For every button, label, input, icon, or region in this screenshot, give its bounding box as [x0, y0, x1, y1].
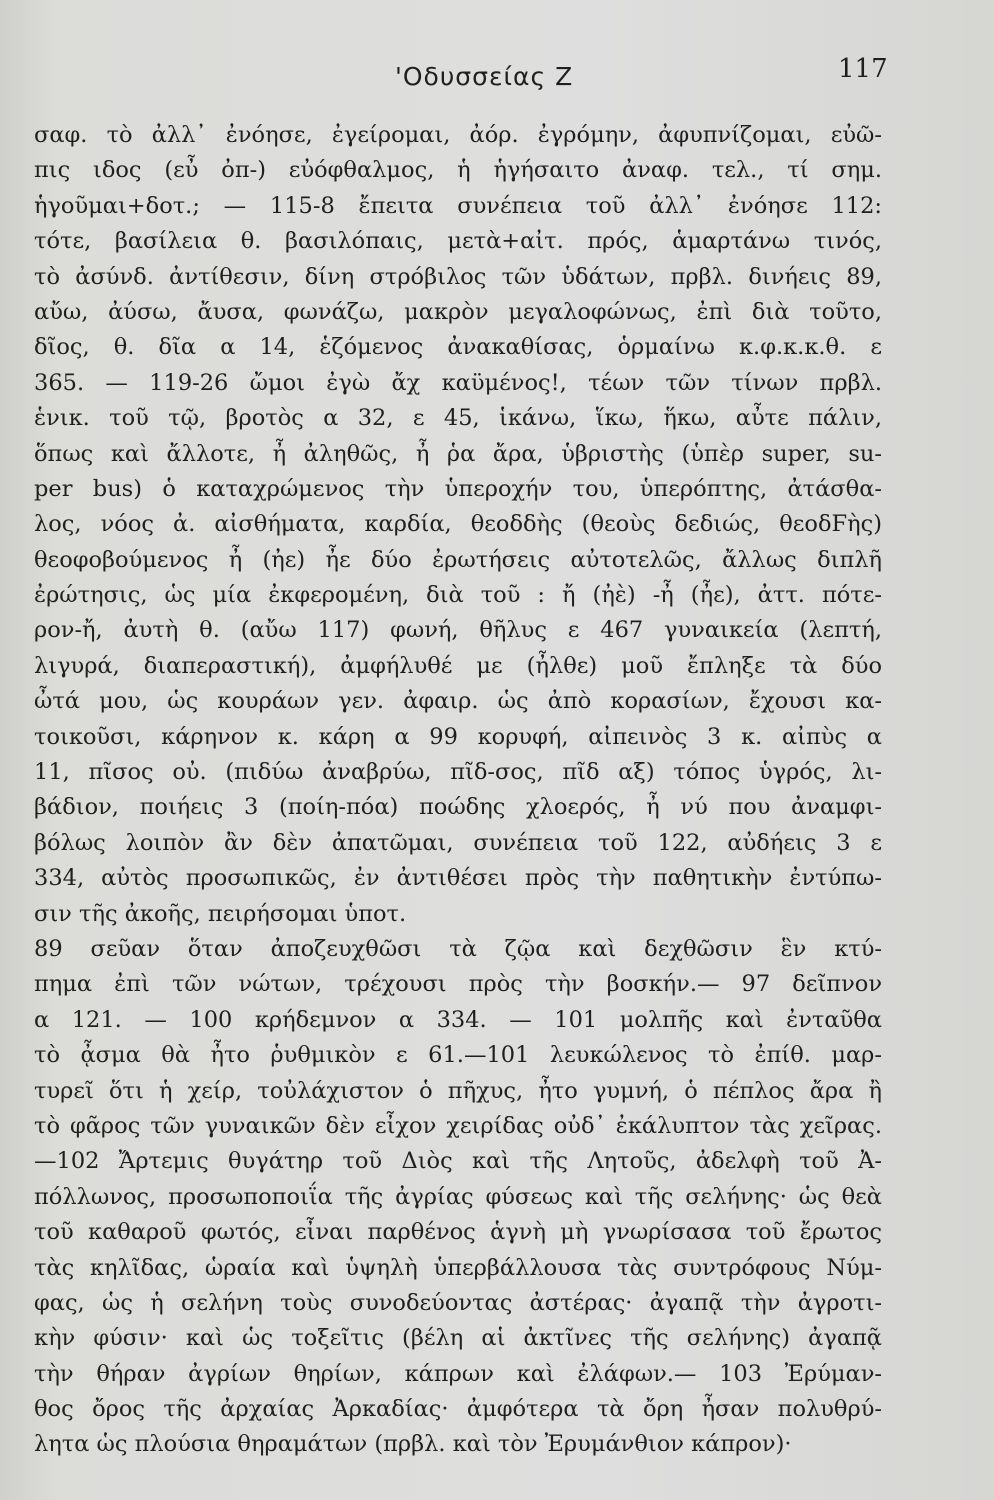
page-number: 117: [838, 54, 888, 84]
text-line: τότε, βασίλεια θ. βασιλόπαις, μετὰ+αἰτ. πρός, ἁμαρτάνω τινός,: [34, 228, 882, 255]
text-line: πημα ἐπὶ τῶν νώτων, τρέχουσι πρὸς τὴν βοσκήν.— 97 δεῖπνον: [34, 971, 882, 998]
text-line: α 121. — 100 κρήδεμνον α 334. — 101 μολπῆς καὶ ἐνταῦθα: [34, 1006, 882, 1033]
running-head: [0, 50, 994, 90]
text-line: per bus) ὁ καταχρώμενος τὴν ὑπεροχήν του, ὑπερόπτης, ἀτάσθα-: [34, 475, 882, 502]
text-line: φας, ὡς ἡ σελήνη τοὺς συνοδεύοντας ἀστέρας· ἀγαπᾷ τὴν ἀγροτι-: [34, 1289, 882, 1316]
text-line: κὴν φύσιν· καὶ ὡς τοξεῖτις (βέλη αἱ ἀκτῖνες τῆς σελήνης) ἀγαπᾷ: [34, 1325, 882, 1352]
text-line: ὦτά μου, ὡς κουράων γεν. ἀφαιρ. ὡς ἀπὸ κορασίων, ἔχουσι κα-: [34, 688, 882, 715]
text-line: πις ιδος (εὖ ὀπ-) εὐόφθαλμος, ἡ ἡγήσαιτο ἀναφ. τελ., τί σημ.: [34, 157, 882, 184]
text-line: σαφ. τὸ ἀλλ᾽ ἐνόησε, ἐγείρομαι, ἀόρ. ἐγρόμην, ἀφυπνίζομαι, εὐῶ-: [34, 122, 882, 148]
text-line: 89 σεῦαν ὅταν ἀποζευχθῶσι τὰ ζῷα καὶ δεχθῶσιν ἓν κτύ-: [34, 935, 882, 962]
text-line: τὸ ἀσύνδ. ἀντίθεσιν, δίνη στρόβιλος τῶν ὑδάτων, πρβλ. δινήεις 89,: [34, 263, 882, 290]
text-line: λιγυρά, διαπεραστική), ἀμφήλυθέ με (ἦλθε) μοῦ ἔπληξε τὰ δύο: [34, 652, 882, 679]
text-line: θεοφοβούμενος ἦ (ἠε) ἦε δύο ἐρωτήσεις αὐτοτελῶς, ἄλλως διπλῆ: [34, 546, 882, 573]
text-line: θος ὄρος τῆς ἀρχαίας Ἀρκαδίας· ἀμφότερα τὰ ὄρη ἦσαν πολυθρύ-: [34, 1396, 882, 1423]
text-line: ἡγοῦμαι+δοτ.; — 115-8 ἔπειτα συνέπεια τοῦ ἀλλ᾽ ἐνόησε 112:: [34, 192, 882, 219]
text-line: ὅπως καὶ ἄλλοτε, ἦ ἀληθῶς, ἦ ῥα ἄρα, ὑβριστὴς (ὑπὲρ super, su-: [34, 440, 882, 467]
text-line: σιν τῆς ἀκοῆς, πειρήσομαι ὑποτ.: [34, 900, 407, 927]
text-line: 365. — 119-26 ὤμοι ἐγὼ ἄχ καϋμένος!, τέων τῶν τίνων πρβλ.: [34, 369, 882, 396]
commentary-text: [34, 118, 882, 1463]
text-line: ἑνικ. τοῦ τῷ, βροτὸς α 32, ε 45, ἱκάνω, ἵκω, ἥκω, αὖτε πάλιν,: [34, 405, 882, 432]
text-line: ρον-ἤ, ἀυτὴ θ. (αὔω 117) φωνή, θῆλυς ε 467 γυναικεία (λεπτή,: [34, 617, 882, 644]
text-line: 334, αὐτὸς προσωπικῶς, ἐν ἀντιθέσει πρὸς τὴν παθητικὴν ἐντύπω-: [34, 865, 882, 892]
text-line: τοικοῦσι, κάρηνον κ. κάρη α 99 κορυφή, αἰπεινὸς 3 κ. αἰπὺς α: [34, 723, 882, 750]
text-line: ἐρώτησις, ὡς μία ἐκφερομένη, διὰ τοῦ : ἤ (ἠὲ) -ἦ (ἦε), ἀττ. πότε-: [34, 582, 882, 609]
text-line: τοῦ καθαροῦ φωτός, εἶναι παρθένος ἁγνὴ μὴ γνωρίσασα τοῦ ἔρωτος: [34, 1219, 882, 1246]
text-line: τὸ ᾆσμα θὰ ἦτο ῥυθμικὸν ε 61.—101 λευκώλενος τὸ ἐπίθ. μαρ-: [34, 1042, 882, 1069]
text-line: 11, πῖσος οὐ. (πιδύω ἀναβρύω, πῖδ-σος, πῖδ αξ) τόπος ὑγρός, λι-: [34, 759, 882, 786]
text-line: αὔω, ἀύσω, ἄυσα, φωνάζω, μακρὸν μεγαλοφώνως, ἐπὶ διὰ τοῦτο,: [34, 298, 882, 325]
text-line: τὴν θήραν ἀγρίων θηρίων, κάπρων καὶ ἐλάφων.— 103 Ἐρύμαν-: [34, 1360, 882, 1387]
text-line: τὰς κηλῖδας, ὡραία καὶ ὑψηλὴ ὑπερβάλλουσα τὰς συντρόφους Νύμ-: [34, 1254, 882, 1281]
text-line: λος, νόος ἀ. αἰσθήματα, καρδία, θεοδδὴς (θεοὺς δεδιώς, θεοδϜὴς): [34, 511, 882, 538]
text-line: βόλως λοιπὸν ἂν δὲν ἀπατῶμαι, συνέπεια τοῦ 122, αὐδήεις 3 ε: [34, 829, 882, 856]
text-line: βάδιον, ποιήεις 3 (ποίη-πόα) ποώδης χλοερός, ἦ νύ που ἀναμφι-: [34, 794, 882, 821]
text-line: τυρεῖ ὅτι ἡ χείρ, τοὐλάχιστον ὁ πῆχυς, ἦτο γυμνή, ὁ πέπλος ἄρα ἢ: [34, 1077, 882, 1104]
running-title: 'Οδυσσείας Ζ: [395, 62, 574, 91]
text-line: δῖος, θ. δῖα α 14, ἑζόμενος ἀνακαθίσας, ὁρμαίνω κ.φ.κ.κ.θ. ε: [34, 334, 882, 361]
text-line: τὸ φᾶρος τῶν γυναικῶν δὲν εἶχον χειρίδας οὐδ᾽ ἐκάλυπτον τὰς χεῖρας.: [34, 1112, 882, 1139]
text-line: —102 Ἄρτεμις θυγάτηρ τοῦ Διὸς καὶ τῆς Λητοῦς, ἀδελφὴ τοῦ Ἀ-: [34, 1148, 882, 1175]
text-line: πόλλωνος, προσωποποιΐα τῆς ἀγρίας φύσεως καὶ τῆς σελήνης· ὡς θεὰ: [34, 1183, 882, 1210]
text-line: λητα ὡς πλούσια θηραμάτων (πρβλ. καὶ τὸν Ἐρυμάνθιον κάπρον)·: [34, 1431, 792, 1458]
